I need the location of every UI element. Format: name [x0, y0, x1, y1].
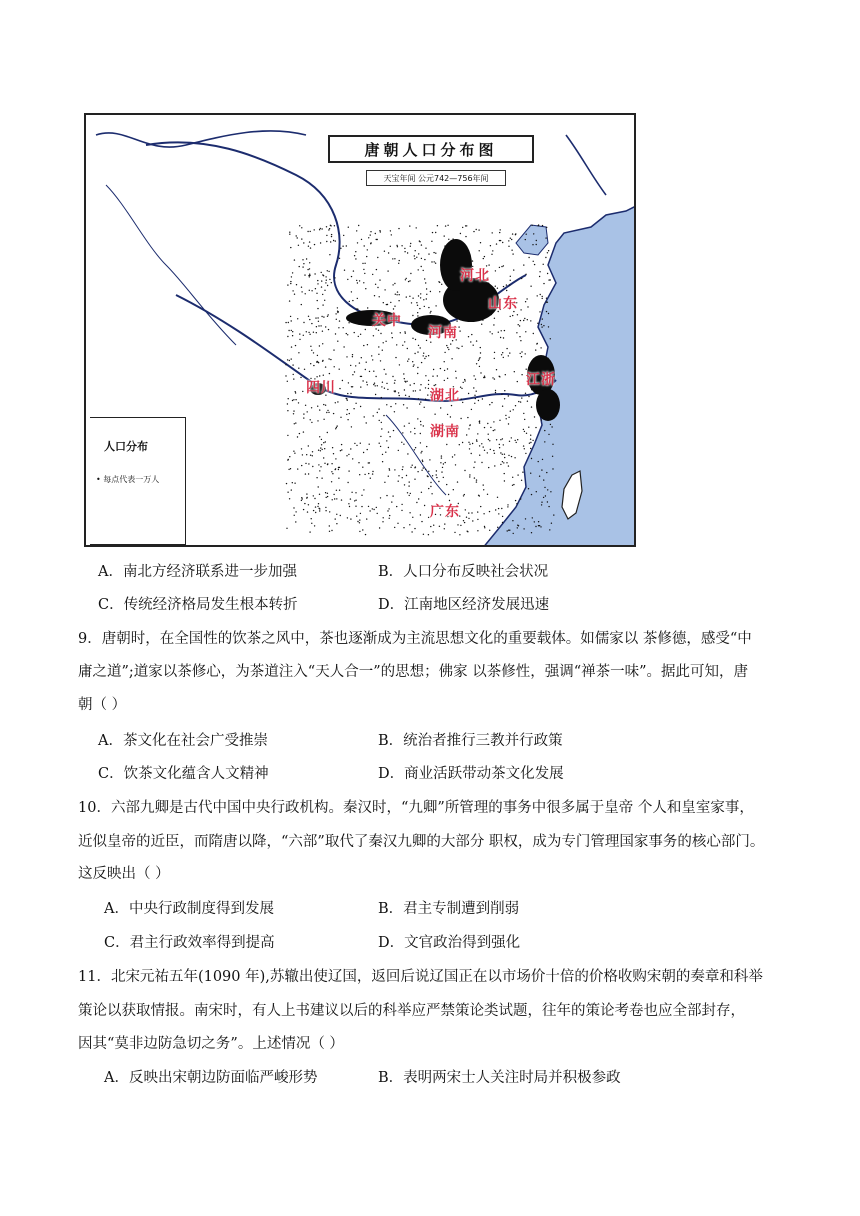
q10-option-d: D．文官政治得到强化 — [378, 935, 521, 951]
q11-option-b: B．表明两宋士人关注时局并积极参政 — [378, 1070, 621, 1086]
region-label-hebei: 河北 — [460, 268, 490, 284]
region-label-guanzhong: 关中 — [372, 313, 402, 329]
region-label-sichuan: 四川 — [306, 380, 336, 396]
q10-stem-line-3: 这反映出（ ） — [78, 866, 170, 882]
q9-stem-line-2: 庸之道”;道家以茶修心，为茶道注入“天人合一”的思想；佛家 以茶修性，强调“禅茶一味”。据此可知，唐 — [78, 664, 749, 680]
q8-option-c: C．传统经济格局发生根本转折 — [98, 597, 298, 613]
legend-title: 人口分布 — [104, 440, 148, 453]
legend-item: • 每点代表一万人 — [96, 475, 160, 484]
q11-stem-line-3: 因其“莫非边防急切之务”。上述情况（ ） — [78, 1036, 344, 1052]
map-subtitle: 天宝年间 公元742—756年间 — [366, 170, 506, 186]
q11-stem-line-2: 策论以获取情报。南宋时，有人上书建议以后的科举应严禁策论类试题，往年的策论考卷也应全部封存， — [78, 1003, 745, 1019]
q8-option-a: A．南北方经济联系进一步加强 — [98, 564, 297, 580]
bohai-sea — [516, 225, 548, 255]
q9-option-a: A．茶文化在社会广受推崇 — [98, 733, 268, 749]
q8-option-d: D．江南地区经济发展迅速 — [378, 597, 550, 613]
q10-option-a: A．中央行政制度得到发展 — [104, 901, 274, 917]
sea — [482, 205, 636, 547]
region-label-jiangzhe: 江浙 — [526, 372, 556, 388]
q10-option-b: B．君主专制遭到削弱 — [378, 901, 520, 917]
map-title: 唐朝人口分布图 — [328, 135, 534, 163]
q8-option-b: B．人口分布反映社会状况 — [378, 564, 549, 580]
tang-population-map — [84, 113, 636, 547]
region-label-henan: 河南 — [428, 325, 458, 341]
cluster-jiangzhe-south — [536, 389, 560, 421]
q10-stem-line-1: 10．六部九卿是古代中国中央行政机构。秦汉时，“九卿”所管理的事务中很多属于皇帝 个人和皇室家事， — [78, 800, 754, 816]
q9-stem-line-1: 9．唐朝时，在全国性的饮茶之风中，茶也逐渐成为主流思想文化的重要载体。如儒家以 茶修德，感受“中 — [78, 631, 752, 647]
region-label-hubei: 湖北 — [430, 388, 460, 404]
q11-stem-line-1: 11．北宋元祐五年(1090 年),苏辙出使辽国，返回后说辽国正在以市场价十倍的价格收购宋朝的奏章和科举 — [78, 969, 763, 985]
q9-option-c: C．饮茶文化蕴含人文精神 — [98, 766, 269, 782]
western-river — [106, 185, 236, 345]
map-legend — [90, 417, 186, 545]
q10-option-c: C．君主行政效率得到提高 — [104, 935, 275, 951]
northeast-river — [566, 135, 606, 195]
region-label-shandong: 山东 — [488, 296, 518, 312]
q9-option-b: B．统治者推行三教并行政策 — [378, 733, 563, 749]
region-label-hunan: 湖南 — [430, 424, 460, 440]
q9-stem-line-3: 朝（ ） — [78, 697, 127, 713]
q10-stem-line-2: 近似皇帝的近臣，而隋唐以降，“六部”取代了秦汉九卿的大部分 职权，成为专门管理国家事务的核心部门。 — [78, 834, 765, 850]
region-label-guangdong: 广东 — [430, 504, 460, 520]
q9-option-d: D．商业活跃带动茶文化发展 — [378, 766, 564, 782]
q11-option-a: A．反映出宋朝边防面临严峻形势 — [104, 1070, 318, 1086]
